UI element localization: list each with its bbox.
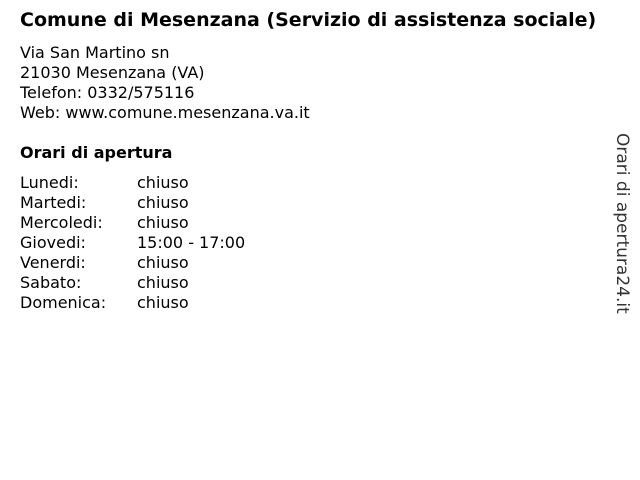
hours-row-tuesday — [20, 193, 612, 213]
time-value: 15:00 - 17:00 — [137, 233, 246, 252]
hours-row-thursday — [20, 233, 612, 253]
hours-row-wednesday — [20, 213, 612, 233]
day-label: Venerdi: — [20, 253, 86, 272]
time-value: chiuso — [137, 293, 189, 312]
business-card — [20, 10, 612, 313]
time-value: chiuso — [137, 193, 189, 212]
hours-row-monday — [20, 173, 612, 193]
address-block — [20, 43, 612, 123]
day-label: Lunedi: — [20, 173, 79, 192]
time-value: chiuso — [137, 213, 189, 232]
opening-hours-table — [20, 173, 612, 313]
day-label: Giovedi: — [20, 233, 86, 252]
day-label: Martedi: — [20, 193, 87, 212]
hours-row-saturday — [20, 273, 612, 293]
time-value: chiuso — [137, 173, 189, 192]
city-address: 21030 Mesenzana (VA) — [20, 63, 205, 82]
website-link[interactable]: Web: www.comune.mesenzana.va.it — [20, 103, 310, 122]
phone-number: Telefon: 0332/575116 — [20, 83, 195, 102]
site-watermark: Orari di apertura24.it — [612, 133, 632, 314]
day-label: Mercoledi: — [20, 213, 103, 232]
day-label: Domenica: — [20, 293, 107, 312]
hours-row-friday — [20, 253, 612, 273]
day-label: Sabato: — [20, 273, 82, 292]
page-title: Comune di Mesenzana (Servizio di assistenza sociale) — [20, 9, 597, 31]
time-value: chiuso — [137, 273, 189, 292]
hours-row-sunday — [20, 293, 612, 313]
time-value: chiuso — [137, 253, 189, 272]
hours-heading: Orari di apertura — [20, 143, 173, 162]
street-address: Via San Martino sn — [20, 43, 170, 62]
